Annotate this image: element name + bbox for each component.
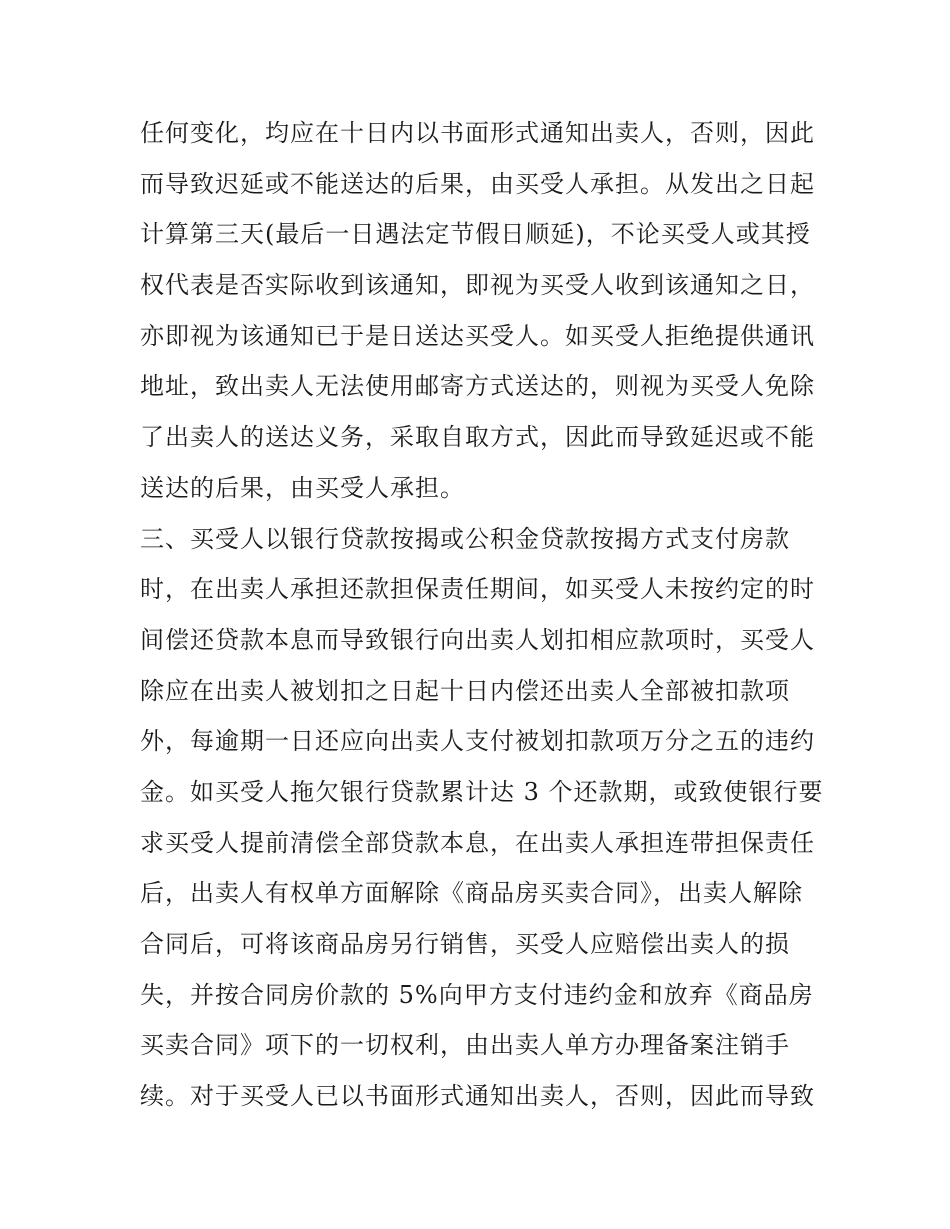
- text-line: 间偿还贷款本息而导致银行向出卖人划扣相应款项时，买受人: [140, 625, 815, 654]
- text-line: 任何变化，均应在十日内以书面形式通知出卖人，否则，因此: [140, 119, 815, 147]
- body-text: [140, 108, 830, 1122]
- text-line: 时，在出卖人承担还款担保责任期间，如买受人未按约定的时: [140, 575, 815, 604]
- text-line: 外，每逾期一日还应向出卖人支付被划扣款项万分之五的违约: [140, 727, 815, 756]
- text-line: 买卖合同》项下的一切权利，由出卖人单方办理备案注销手: [140, 1031, 790, 1060]
- text-line: 三、买受人以银行贷款按揭或公积金贷款按揭方式支付房款: [140, 524, 790, 553]
- text-line: 求买受人提前清偿全部贷款本息，在出卖人承担连带担保责任: [140, 828, 815, 857]
- text-line: 续。对于买受人已以书面形式通知出卖人，否则，因此而导致: [140, 1082, 815, 1111]
- text-line: 权代表是否实际收到该通知，即视为买受人收到该通知之日，: [140, 271, 815, 300]
- text-line: 了出卖人的送达义务，采取自取方式，因此而导致延迟或不能: [140, 423, 815, 452]
- text-line: 计算第三天(最后一日遇法定节假日顺延)，不论买受人或其授: [140, 220, 811, 249]
- text-line: 而导致迟延或不能送达的后果，由买受人承担。从发出之日起: [140, 169, 815, 198]
- text-line: 合同后，可将该商品房另行销售，买受人应赔偿出卖人的损: [140, 930, 790, 958]
- text-line: 送达的后果，由买受人承担。: [140, 473, 465, 502]
- text-line: 除应在出卖人被划扣之日起十日内偿还出卖人全部被扣款项: [140, 676, 790, 705]
- text-line: 金。如买受人拖欠银行贷款累计达 3 个还款期，或致使银行要: [140, 777, 824, 806]
- text-line: 后，出卖人有权单方面解除《商品房买卖合同》，出卖人解除: [140, 879, 803, 908]
- text-line: 亦即视为该通知已于是日送达买受人。如买受人拒绝提供通讯: [140, 321, 815, 350]
- text-line: 地址，致出卖人无法使用邮寄方式送达的，则视为买受人免除: [140, 372, 815, 401]
- text-line: 失，并按合同房价款的 5%向甲方支付违约金和放弃《商品房: [140, 980, 814, 1009]
